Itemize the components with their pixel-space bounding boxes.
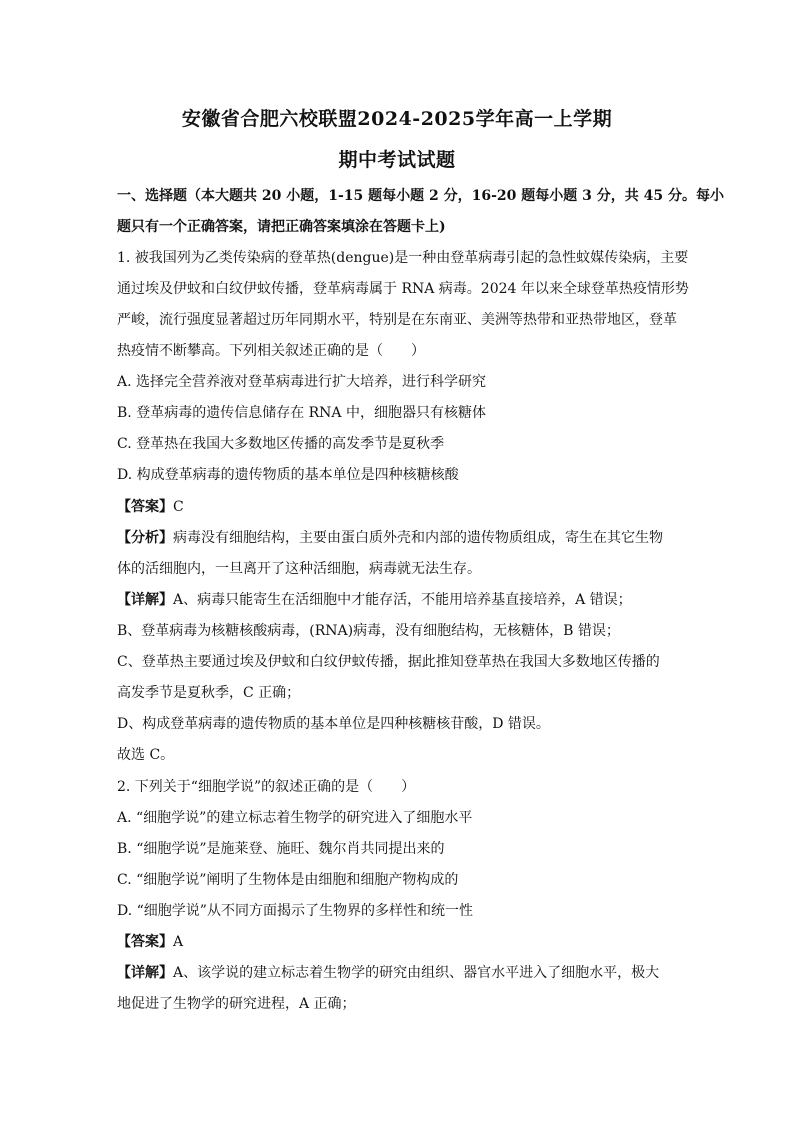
q2-option-d: D. “细胞学说”从不同方面揭示了生物界的多样性和统一性	[117, 903, 473, 919]
q1-analysis	[117, 528, 677, 548]
section-heading-line-1: 一、选择题（本大题共 20 小题，1-15 题每小题 2 分，16-20 题每小题 3 分，共 45 分。每小	[117, 188, 724, 204]
q1-answer-value: C	[173, 499, 184, 515]
q2-answer	[117, 932, 677, 952]
title-line-2: 期中考试试题	[338, 149, 456, 171]
q2-answer-label: 【答案】	[117, 934, 173, 950]
q2-option-b: B. “细胞学说”是施莱登、施旺、魏尔肖共同提出来的	[117, 841, 445, 857]
q1-stem-line: 通过埃及伊蚊和白纹伊蚊传播，登革病毒属于 RNA 病毒。2024 年以来全球登革热疫情形势	[117, 281, 689, 297]
q2-stem: 2. 下列关于“细胞学说”的叙述正确的是（ ）	[117, 779, 416, 795]
q2-answer-value: A	[173, 934, 184, 950]
q1-detail-line: A、病毒只能寄生在活细胞中才能存活，不能用培养基直接培养，A 错误；	[173, 592, 632, 608]
q2-detail	[117, 963, 677, 983]
q1-detail-line: D、构成登革病毒的遗传物质的基本单位是四种核糖核苷酸，D 错误。	[117, 716, 550, 732]
q1-answer	[117, 497, 677, 517]
q1-stem-line: 1. 被我国列为乙类传染病的登革热(dengue)是一种由登革病毒引起的急性蚊媒传染病，主要	[117, 250, 689, 266]
q2-detail-line: 地促进了生物学的研究进程，A 正确；	[117, 996, 356, 1012]
q1-conclusion: 故选 C。	[117, 747, 175, 763]
q2-detail-label: 【详解】	[117, 965, 173, 981]
q1-answer-label: 【答案】	[117, 499, 173, 515]
q1-detail-line: C、登革热主要通过埃及伊蚊和白纹伊蚊传播，据此推知登革热在我国大多数地区传播的	[117, 654, 660, 670]
q1-detail-label: 【详解】	[117, 592, 173, 608]
q1-analysis-line: 体的活细胞内，一旦离开了这种活细胞，病毒就无法生存。	[117, 561, 481, 577]
q1-analysis-line: 病毒没有细胞结构，主要由蛋白质外壳和内部的遗传物质组成，寄生在其它生物	[173, 530, 663, 546]
q2-option-a: A. “细胞学说”的建立标志着生物学的研究进入了细胞水平	[117, 810, 473, 826]
q1-analysis-label: 【分析】	[117, 530, 173, 546]
q1-detail	[117, 590, 677, 610]
q1-stem-line: 严峻，流行强度显著超过历年同期水平，特别是在东南亚、美洲等热带和亚热带地区，登革	[117, 312, 677, 328]
q2-detail-line: A、该学说的建立标志着生物学的研究由组织、器官水平进入了细胞水平，极大	[173, 965, 660, 981]
q1-option-a: A. 选择完全营养液对登革病毒进行扩大培养，进行科学研究	[117, 374, 487, 390]
q1-stem-line: 热疫情不断攀高。下列相关叙述正确的是（ ）	[117, 343, 425, 359]
q1-detail-line: 高发季节是夏秋季，C 正确；	[117, 685, 301, 701]
q1-option-c: C. 登革热在我国大多数地区传播的高发季节是夏秋季	[117, 436, 445, 452]
title-line-1: 安徽省合肥六校联盟2024-2025学年高一上学期	[181, 108, 613, 130]
q1-option-d: D. 构成登革病毒的遗传物质的基本单位是四种核糖核酸	[117, 467, 459, 483]
section-heading-line-2: 题只有一个正确答案，请把正确答案填涂在答题卡上)	[117, 219, 446, 235]
q1-option-b: B. 登革病毒的遗传信息储存在 RNA 中，细胞器只有核糖体	[117, 405, 486, 421]
q2-option-c: C. “细胞学说”阐明了生物体是由细胞和细胞产物构成的	[117, 872, 459, 888]
q1-detail-line: B、登革病毒为核糖核酸病毒，(RNA)病毒，没有细胞结构，无核糖体，B 错误；	[117, 623, 620, 639]
